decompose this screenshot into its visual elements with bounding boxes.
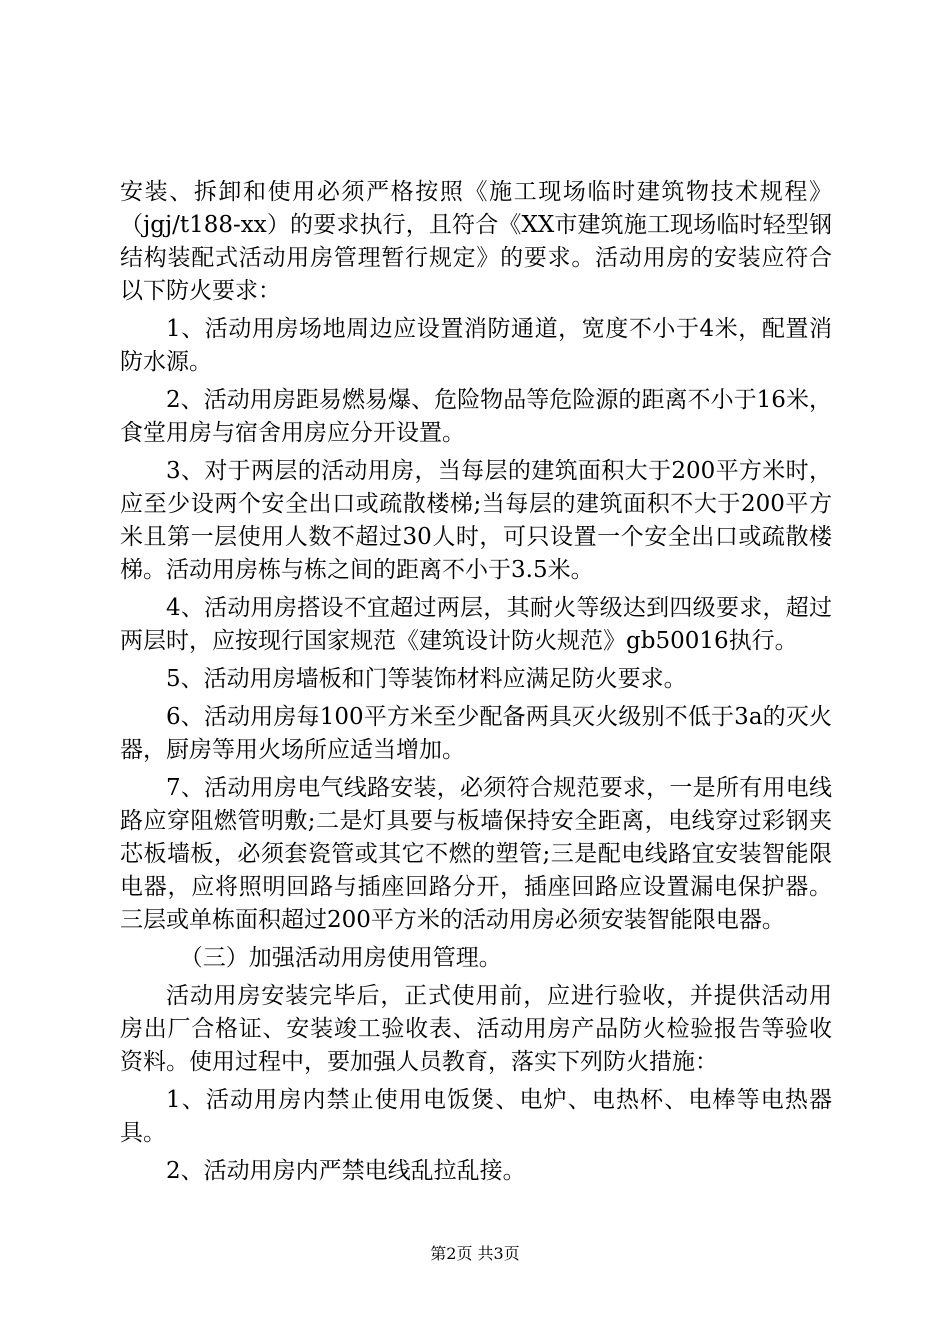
paragraph-measure-2: 2、活动用房内严禁电线乱拉乱接。	[166, 1158, 526, 1184]
page-number-footer: 第2页 共3页	[430, 1244, 520, 1263]
paragraph-item-7: 7、活动用房电气线路安装，必须符合规范要求，一是所有用电线路应穿阻燃管明敷;二是灯具要与板墙保持安全距离，电线穿过彩钢夹芯板墙板，必须套瓷管或其它不燃的塑管;三是配电线路宜安装智能限电器，应将照明回路与插座回路分开，插座回路应设置漏电保护器。三层或单栋面积超过200平方米的活动用房必须安装智能限电器。	[120, 775, 832, 933]
paragraph-measure-1: 1、活动用房内禁止使用电饭煲、电炉、电热杯、电棒等电热器具。	[120, 1087, 832, 1146]
paragraph-intro: 安装、拆卸和使用必须严格按照《施工现场临时建筑物技术规程》（jgj/t188-xx）的要求执行，且符合《XX市建筑施工现场临时轻型钢结构装配式活动用房管理暂行规定》的要求。活动用房的安装应符合以下防火要求：	[120, 179, 832, 304]
paragraph-item-5: 5、活动用房墙板和门等装饰材料应满足防火要求。	[166, 666, 687, 692]
paragraph-item-4: 4、活动用房搭设不宜超过两层，其耐火等级达到四级要求，超过两层时，应按现行国家规范《建筑设计防火规范》gb50016执行。	[120, 595, 832, 654]
paragraph-usage: 活动用房安装完毕后，正式使用前，应进行验收，并提供活动用房出厂合格证、安装竣工验收表、活动用房产品防火检验报告等验收资料。使用过程中，要加强人员教育，落实下列防火措施：	[120, 983, 832, 1075]
paragraph-item-1: 1、活动用房场地周边应设置消防通道，宽度不小于4米，配置消防水源。	[120, 316, 832, 375]
document-body	[120, 176, 832, 1193]
paragraph-item-3: 3、对于两层的活动用房，当每层的建筑面积大于200平方米时，应至少设两个安全出口或疏散楼梯;当每层的建筑面积不大于200平方米且第一层使用人数不超过30人时，可只设置一个安全出口或疏散楼梯。活动用房栋与栋之间的距离不小于3.5米。	[120, 458, 832, 583]
paragraph-item-6: 6、活动用房每100平方米至少配备两具灭火级别不低于3a的灭火器，厨房等用火场所应适当增加。	[120, 704, 832, 763]
section-heading: （三）加强活动用房使用管理。	[179, 945, 502, 971]
paragraph-item-2: 2、活动用房距易燃易爆、危险物品等危险源的距离不小于16米，食堂用房与宿舍用房应分开设置。	[120, 387, 832, 446]
